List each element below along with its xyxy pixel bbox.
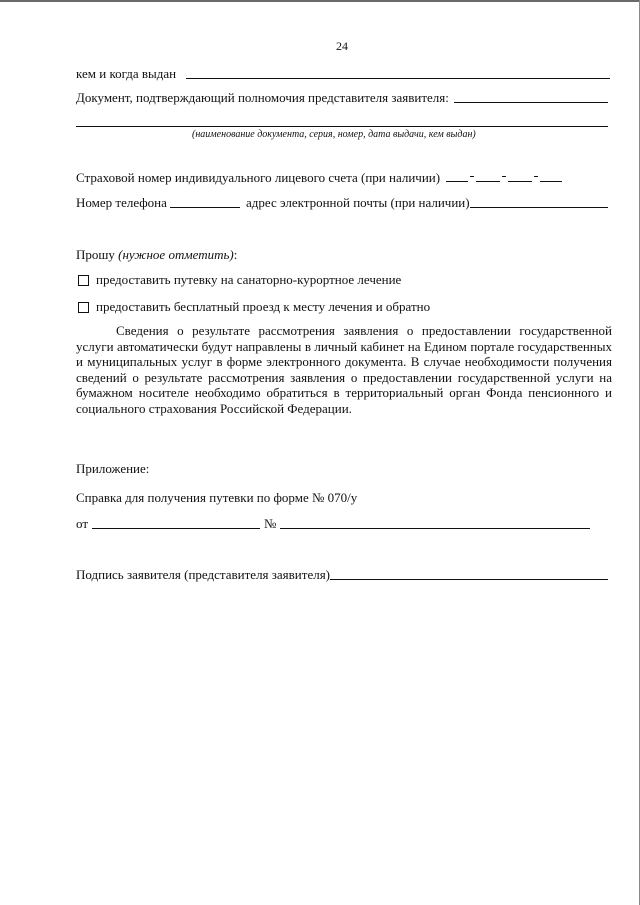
option-sanatorium-checkbox[interactable]	[78, 275, 89, 286]
attachment-number-label: №	[264, 516, 277, 531]
option-travel-label: предоставить бесплатный проезд к месту лечения и обратно	[96, 299, 431, 314]
request-hint: (нужное отметить)	[118, 247, 234, 262]
option-sanatorium-label: предоставить путевку на санаторно-курортное лечение	[96, 272, 402, 287]
snils-segment	[540, 181, 562, 182]
request-label-text: Прошу	[76, 247, 115, 262]
notice-paragraph: Сведения о результате рассмотрения заявления о предоставлении государственной услуги автоматически будут направлены в личный кабинет на Едином портале государственных и муниципальных услуг в форме электронного документа. В случае необходимости получения сведений о результате рассмотрения заявления о предоставлении государственной услуги на бумажном носителе необходимо обратиться в территориальный орган Фонда пенсионного и социального страхования Российской Федерации.	[76, 323, 612, 416]
attachment-number-field[interactable]	[280, 528, 590, 529]
issued-by-field[interactable]	[186, 78, 610, 79]
email-label: адрес электронной почты (при наличии)	[246, 195, 470, 210]
option-travel-checkbox[interactable]	[78, 302, 89, 313]
attachment-label: Приложение:	[76, 461, 150, 476]
attachment-item: Справка для получения путевки по форме № 070/у	[76, 490, 358, 505]
phone-label: Номер телефона	[76, 195, 167, 210]
snils-segment	[476, 181, 500, 182]
page-number: 24	[336, 39, 348, 53]
attachment-date-field[interactable]	[92, 528, 260, 529]
email-field[interactable]	[470, 207, 608, 208]
snils-separator	[534, 176, 538, 177]
scan-edge	[0, 0, 640, 2]
attachment-from-label: от	[76, 516, 89, 531]
request-label	[76, 247, 237, 263]
signature-field[interactable]	[330, 579, 608, 580]
snils-segment	[446, 181, 468, 182]
representative-doc-field-line2[interactable]	[76, 126, 608, 127]
snils-separator	[470, 176, 474, 177]
snils-segment	[508, 181, 532, 182]
signature-label: Подпись заявителя (представителя заявителя)	[76, 567, 331, 582]
phone-field[interactable]	[170, 207, 240, 208]
snils-label: Страховой номер индивидуального лицевого счета (при наличии)	[76, 170, 441, 185]
representative-doc-label: Документ, подтверждающий полномочия представителя заявителя:	[76, 90, 449, 105]
snils-field[interactable]	[446, 170, 566, 186]
snils-separator	[502, 176, 506, 177]
issued-by-label: кем и когда выдан	[76, 66, 177, 81]
request-colon: :	[233, 247, 238, 262]
representative-doc-caption: (наименование документа, серия, номер, дата выдачи, кем выдан)	[192, 129, 476, 140]
representative-doc-field[interactable]	[454, 102, 608, 103]
